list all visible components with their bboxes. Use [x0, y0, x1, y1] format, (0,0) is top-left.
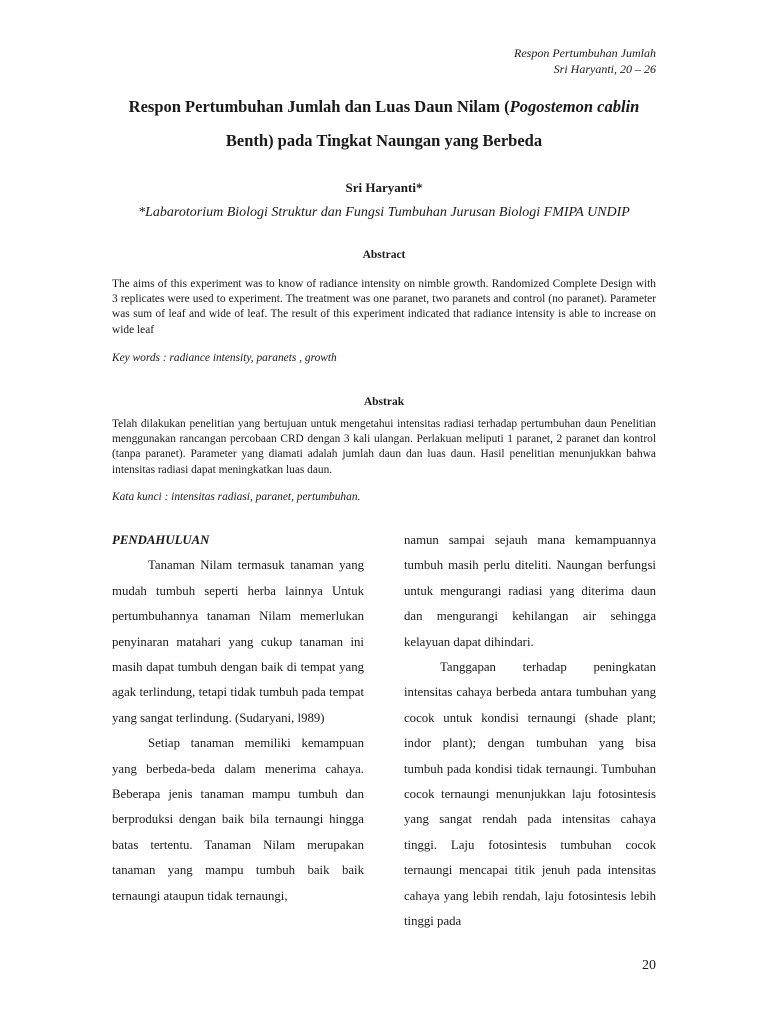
author-name: Sri Haryanti*: [345, 180, 423, 195]
abstrak-body: Telah dilakukan penelitian yang bertujuan untuk mengetahui intensitas radiasi terhadap pertumbuhan daun Penelitian menggunakan rancangan percobaan CRD dengan 3 kali ulangan. Perlakuan meliputi 1 paranet, 2 paranet dan kontrol (tanpa paranet). Parameter yang diamati adalah jumlah daun dan luas daun. Hasil penelitian menunjukkan bahwa intensitas radiasi dapat meningkatkan luas daun.: [112, 418, 656, 476]
abstract-body: The aims of this experiment was to know of radiance intensity on nimble growth. Randomized Complete Design with 3 replicates were used to experiment. The treatment was one paranet, two paranets and control (no paranet). Parameter was sum of leaf and wide of leaf. The result of this experiment indicated that radiance intensity is able to increase on wide leaf: [112, 278, 656, 336]
title-part-1: Respon Pertumbuhan Jumlah dan Luas Daun Nilam (: [128, 97, 510, 116]
abstrak-keywords: Kata kunci : intensitas radiasi, paranet, pertumbuhan.: [112, 491, 361, 503]
body-column-right: [404, 528, 656, 935]
running-head-title: Respon Pertumbuhan Jumlah: [514, 46, 656, 60]
paragraph: Tanggapan terhadap peningkatan intensitas cahaya berbeda antara tumbuhan yang cocok untuk kondisi ternaungi (shade plant; indor plant); dengan tumbuhan yang bisa tumbuh pada kondisi tidak ternaungi. Tumbuhan cocok ternaungi menunjukkan laju fotosintesis yang sangat rendah pada intensitas cahaya tinggi. Laju fotosintesis tumbuhan cocok ternaungi mencapai titik jenuh pada intensitas cahaya yang lebih rendah, laju fotosintesis lebih tinggi pada: [404, 660, 656, 929]
abstrak-heading: Abstrak: [363, 396, 405, 408]
paragraph: namun sampai sejauh mana kemampuannya tumbuh masih perlu diteliti. Naungan berfungsi untuk mengurangi radiasi yang diterima daun dan mengurangi kehilangan air sehingga kelayuan dapat dihindari.: [404, 533, 656, 649]
abstract-heading: Abstract: [362, 249, 406, 261]
running-head: [514, 45, 656, 77]
running-head-author: Sri Haryanti, 20 – 26: [553, 62, 656, 76]
body-column-left: [112, 528, 364, 909]
page-number: 20: [642, 958, 656, 973]
paragraph: Setiap tanaman memiliki kemampuan yang berbeda-beda dalam menerima cahaya. Beberapa jenis tanaman mampu tumbuh dan berproduksi dengan baik bila ternaungi hingga batas tertentu. Tanaman Nilam merupakan tanaman yang mampu tumbuh baik baik ternaungi ataupun tidak ternaungi,: [112, 736, 364, 903]
section-heading-pendahuluan: PENDAHULUAN: [112, 533, 210, 547]
author-affiliation: *Labarotorium Biologi Struktur dan Fungsi Tumbuhan Jurusan Biologi FMIPA UNDIP: [138, 205, 630, 220]
paper-title: [112, 90, 656, 158]
paragraph: Tanaman Nilam termasuk tanaman yang mudah tumbuh seperti herba lainnya Untuk pertumbuhannya tanaman Nilam memerlukan penyinaran matahari yang cukup tanaman ini masih dapat tumbuh dengan baik di tempat yang agak terlindung, tetapi tidak tumbuh pada tempat yang sangat terlindung. (Sudaryani, l989): [112, 558, 364, 725]
title-part-2: Benth) pada Tingkat Naungan yang Berbeda: [225, 131, 543, 150]
abstract-keywords: Key words : radiance intensity, paranets , growth: [112, 352, 337, 364]
title-species-name: Pogostemon cablin: [509, 97, 640, 116]
